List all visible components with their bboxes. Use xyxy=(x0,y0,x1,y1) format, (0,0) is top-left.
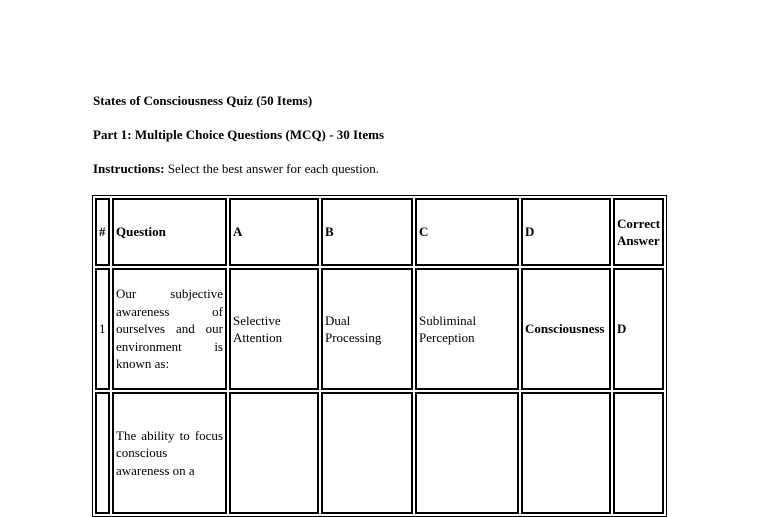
correct-answer: D xyxy=(613,268,664,390)
question-text: Our subjective awareness of ourselves and our environment is known as: xyxy=(112,268,227,390)
question-number xyxy=(95,392,110,514)
option-c: Subliminal Perception xyxy=(415,268,519,390)
instructions-label: Instructions: xyxy=(93,161,165,176)
instructions-text: Select the best answer for each question. xyxy=(164,161,379,176)
option-b: Dual Processing xyxy=(321,268,413,390)
header-option-b: B xyxy=(321,198,413,266)
option-d xyxy=(521,392,611,514)
correct-answer xyxy=(613,392,664,514)
question-text: The ability to focus conscious awareness on a xyxy=(112,392,227,514)
question-number: 1 xyxy=(95,268,110,390)
header-question: Question xyxy=(112,198,227,266)
table-header-row xyxy=(95,198,664,266)
option-b xyxy=(321,392,413,514)
section-heading: Part 1: Multiple Choice Questions (MCQ) - 30 Items xyxy=(93,127,385,142)
table-row xyxy=(95,268,664,390)
instructions xyxy=(93,161,379,177)
header-option-a: A xyxy=(229,198,319,266)
header-option-c: C xyxy=(415,198,519,266)
option-d: Consciousness xyxy=(521,268,611,390)
option-c xyxy=(415,392,519,514)
document-title: States of Consciousness Quiz (50 Items) xyxy=(93,93,313,108)
option-a: Selective Attention xyxy=(229,268,319,390)
header-number: # xyxy=(95,198,110,266)
option-a xyxy=(229,392,319,514)
header-option-d: D xyxy=(521,198,611,266)
header-correct-answer: Correct Answer xyxy=(613,198,664,266)
table-row xyxy=(95,392,664,514)
quiz-table xyxy=(92,195,667,517)
